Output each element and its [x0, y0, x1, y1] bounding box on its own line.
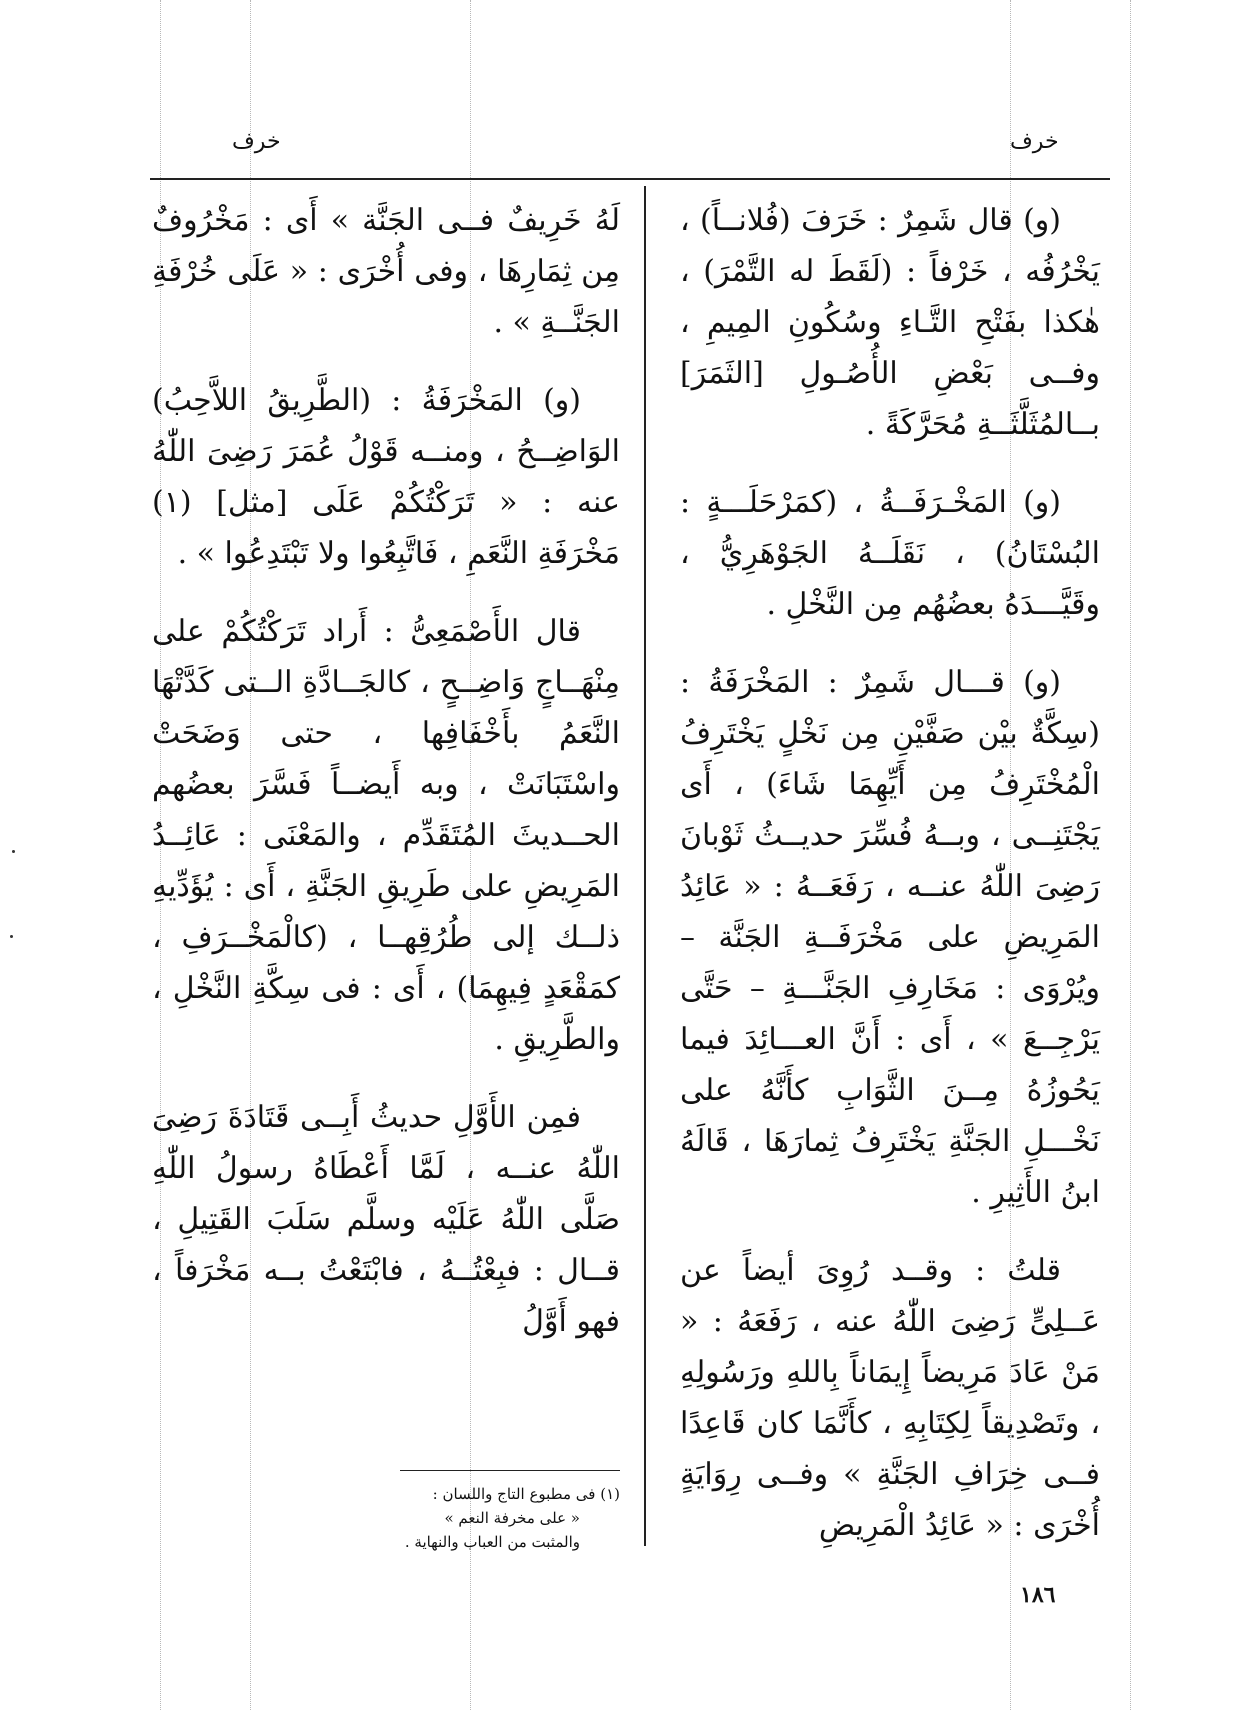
footnote-line: (١) فى مطبوع التاج واللسان :: [432, 1485, 620, 1503]
scan-speck: [10, 935, 13, 938]
paragraph: (و) المَخْرَفَةُ : (الطَّرِيقُ اللاَّحِبُ) الوَاضِــحُ ، ومنــه قَوْلُ عُمَرَ رَضِىَ اللّٰهُ عنه : « تَرَكْتُكُمْ عَلَى [مثل] (١) مَخْرَفَةِ النَّعَمِ ، فَاتَّبِعُوا ولا تَبْتَدِعُوا » .: [152, 383, 620, 571]
left-column: [152, 195, 620, 1374]
right-column: [680, 195, 1100, 1578]
paragraph: قلتُ : وقــد رُوِىَ أيضاً عن عَــلِىٍّ رَضِىَ اللّٰهُ عنه ، رَفَعَهُ : « مَنْ عَادَ مَرِيضاً إِيمَاناً بِاللهِ ورَسُولِهِ ، وتَصْدِيقاً لِكِتَابِهِ ، كأَنَّمَا كان قَاعِدًا فــى خِرَافِ الجَنَّةِ » وفــى رِوَايَةٍ أُخْرَى : « عَائِدُ الْمَرِيضِ: [680, 1253, 1100, 1543]
paragraph: (و) المَخْـرَفَــةُ ، (كمَرْحَلَـــةٍ : البُسْتَانُ) ، نَقَلَــهُ الجَوْهَرِيُّ ، وقَيَّـــدَهُ بعضُهُم مِن النَّخْلِ .: [680, 485, 1100, 622]
footnote: [300, 1482, 620, 1554]
paragraph: (و) قال شَمِرٌ : خَرَفَ (فُلانــاً) ، يَخْرُفُه ، خَرْفاً : (لَقَطَ له التَّمْرَ) ، هٰكذا بفَتْحِ التَّـاءِ وسُكُونِ المِيمِ ، وفــى بَعْضِ الأُصُـولِ [الثَمَرَ] بــالمُثَلَّثَــةِ مُحَرَّكَةً .: [680, 203, 1100, 442]
paragraph: (و) قـــال شَمِرٌ : المَخْرَفَةُ : (سِكَّةٌ بيْن صَفَّيْنِ مِن نَخْلٍ يَخْتَرِفُ الْمُخْتَرِفُ مِن أَيِّهِمَا شَاءَ) ، أَى يَجْتَنِــى ، وبــهُ فُسِّرَ حديــثُ ثَوْبانَ رَضِىَ اللّٰهُ عنــه ، رَفَعَــهُ : « عَائِدُ المَرِيضِ على مَخْرَفَــةِ الجَنَّة – ويُرْوَى : مَخَارِفِ الجَنَّـــةِ – حَتَّى يَرْجِــعَ » ، أَى : أَنَّ العـــائِدَ فيما يَحُوزُهُ مِــنَ الثَّوَابِ كأَنَّهُ على نَخْـــلِ الجَنَّةِ يَخْتَرِفُ ثِمارَهَا ، قَالَهُ ابنُ الأَثِيرِ .: [680, 665, 1100, 1210]
header-word-right: خرف: [1010, 129, 1059, 154]
paragraph: لَهُ خَرِيفٌ فــى الجَنَّة » أَى : مَخْرُوفٌ مِن ثِمَارِهَا ، وفى أُخْرَى : « عَلَى خُرْفَةِ الجَنَّــةِ » .: [152, 203, 620, 340]
scan-line: [1130, 0, 1131, 1710]
footnote-line: « على مخرفة النعم »: [444, 1509, 580, 1527]
header-rule: [150, 178, 1110, 180]
footnote-rule: [400, 1470, 620, 1471]
paragraph: فمِن الأَوَّلِ حديثُ أَبِــى قَتَادَةَ رَضِىَ اللّٰهُ عنــه ، لَمَّا أَعْطَاهُ رسولُ اللّٰهِ صَلَّى اللّٰهُ عَلَيْه وسلَّم سَلَبَ القَتِيلِ ، قــال : فبِعْتُــهُ ، فابْتَعْتُ بــه مَخْرَفاً ، فهو أَوَّلُ: [152, 1100, 620, 1339]
paragraph: قال الأَصْمَعِىُّ : أَراد تَرَكْتُكُمْ على مِنْهَــاجٍ وَاضِــحٍ ، كالجَــادَّةِ الــتى كَدَّتْهَا النَّعَمُ بأَخْفَافِها ، حتى وَضَحَتْ واسْتَبَانَتْ ، وبه أَيضــاً فَسَّرَ بعضُهم الحــديثَ المُتَقَدِّم ، والمَعْنَى : عَائِــدُ المَرِيضِ على طَرِيقِ الجَنَّةِ ، أَى : يُؤَدِّيهِ ذلــك إلى طُرُقِهــا ، (كالْمَخْــرَفِ ، كمَقْعَدٍ فِيهِمَا) ، أَى : فى سِكَّةِ النَّخْلِ ، والطَّرِيقِ .: [152, 614, 620, 1057]
page-number: ١٨٦: [1020, 1582, 1056, 1608]
column-divider: [644, 186, 646, 1546]
scan-speck: [12, 850, 15, 853]
header-word-left: خرف: [232, 129, 281, 154]
footnote-line: والمثبت من العباب والنهاية .: [404, 1533, 580, 1551]
